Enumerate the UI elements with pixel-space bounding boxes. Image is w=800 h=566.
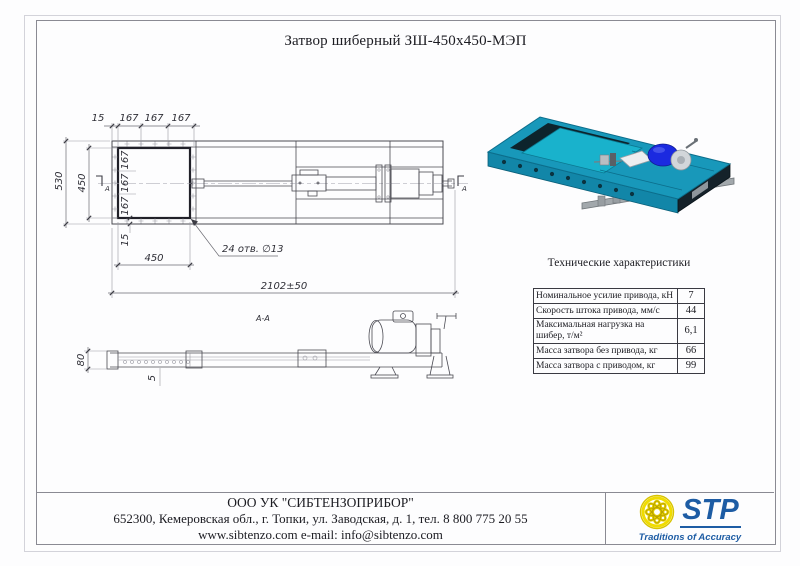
dim-label: 167: [120, 150, 131, 170]
spec-value: 44: [678, 304, 705, 319]
page-title: Затвор шиберный ЗШ-450х450-МЭП: [284, 33, 527, 49]
section-marker-label: А: [462, 185, 467, 193]
spec-label: Скорость штока привода, мм/с: [534, 304, 678, 319]
spec-value: 66: [678, 344, 705, 359]
product-3d-render: [482, 96, 744, 228]
specs-table: [533, 288, 705, 374]
top-view-body: [98, 141, 468, 224]
section-view: [76, 311, 456, 386]
table-row: [534, 304, 705, 319]
dim-label: 5: [147, 374, 158, 382]
dim-label: 15: [91, 113, 105, 124]
dim-label: 167: [120, 173, 131, 193]
spec-label: Масса затвора без привода, кг: [534, 344, 678, 359]
dim-label: 167: [119, 113, 139, 124]
spec-label: Максимальная нагрузка на шибер, т/м²: [534, 319, 678, 344]
section-view-label: А-А: [256, 314, 270, 323]
dim-label: 167: [171, 113, 191, 124]
celtic-knot-icon: [639, 494, 675, 530]
dim-label: 80: [76, 353, 87, 367]
table-row: [534, 359, 705, 374]
company-contacts: www.sibtenzo.com e-mail: info@sibtenzo.com: [198, 527, 443, 542]
specs-heading: Технические характеристики: [547, 257, 691, 269]
spec-value: 6,1: [678, 319, 705, 344]
spec-value: 7: [678, 289, 705, 304]
table-row: [534, 344, 705, 359]
spec-value: 99: [678, 359, 705, 374]
company-name: ООО УК "СИБТЕНЗОПРИБОР": [227, 495, 414, 510]
table-row: [534, 289, 705, 304]
dim-label: 167: [144, 113, 164, 124]
section-marker-label: А: [105, 185, 110, 193]
title-block: [36, 492, 774, 544]
table-row: [534, 319, 705, 344]
dim-label: 167: [120, 196, 131, 216]
company-info: [36, 493, 605, 544]
dim-label: 450: [77, 173, 88, 193]
dim-label: 15: [120, 233, 131, 247]
spec-label: Номинальное усилие привода, кН: [534, 289, 678, 304]
brand-tagline: Traditions of Accuracy: [638, 532, 742, 543]
dim-label: 450: [144, 253, 164, 264]
brand-logo: [606, 493, 774, 544]
brand-name: STP: [682, 494, 739, 526]
spec-label: Масса затвора с приводом, кг: [534, 359, 678, 374]
dim-label: 530: [54, 171, 65, 191]
holes-note-label: 24 отв. ∅13: [222, 244, 284, 255]
company-address: 652300, Кемеровская обл., г. Топки, ул. Заводская, д. 1, тел. 8 800 775 20 55: [113, 511, 528, 526]
dim-label: 2102±50: [260, 281, 308, 292]
